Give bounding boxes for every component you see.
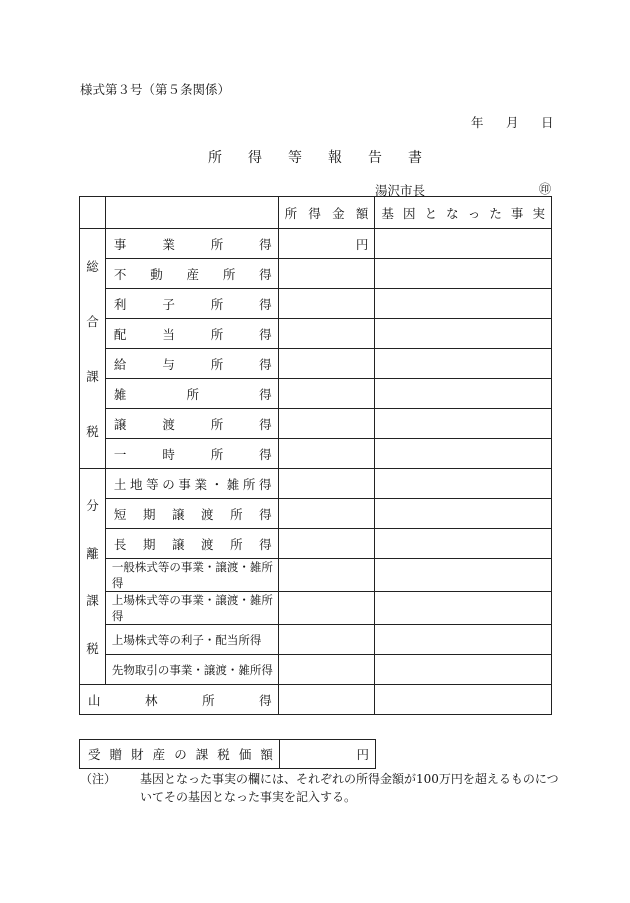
basis-fact-cell[interactable] [375, 469, 552, 499]
note [80, 770, 560, 806]
table-row [80, 349, 552, 379]
header-blank-1 [80, 197, 106, 229]
date-year: 年 [471, 115, 484, 130]
table-row [80, 319, 552, 349]
income-amount-cell[interactable]: 円 [278, 229, 375, 259]
seal-mark: ㊞ [538, 182, 551, 196]
income-type-label: 給 与 所 得 [105, 349, 278, 379]
table-row [80, 625, 552, 655]
basis-fact-cell[interactable] [375, 499, 552, 529]
income-amount-cell[interactable] [278, 559, 375, 592]
income-type-label: 配 当 所 得 [105, 319, 278, 349]
gift-label: 受 贈 財 産 の 課 税 価 額 [80, 740, 280, 769]
basis-fact-cell[interactable] [375, 259, 552, 289]
income-amount-cell[interactable] [278, 289, 375, 319]
header-income-amount: 所 得 金 額 [278, 197, 375, 229]
income-type-label: 譲 渡 所 得 [105, 409, 278, 439]
basis-fact-cell[interactable] [375, 319, 552, 349]
income-table [79, 196, 552, 715]
basis-fact-cell[interactable] [375, 409, 552, 439]
income-type-label: 上場株式等の利子・配当所得 [105, 625, 278, 655]
table-row [80, 289, 552, 319]
income-amount-cell[interactable] [278, 592, 375, 625]
table-row [80, 439, 552, 469]
basis-fact-cell[interactable] [375, 529, 552, 559]
basis-fact-cell[interactable] [375, 379, 552, 409]
table-row [80, 379, 552, 409]
income-type-label: 上場株式等の事業・譲渡・雑所得 [105, 592, 278, 625]
income-amount-cell[interactable] [278, 319, 375, 349]
table-row [80, 259, 552, 289]
income-type-label: 不 動 産 所 得 [105, 259, 278, 289]
table-row [80, 592, 552, 625]
basis-fact-cell[interactable] [375, 625, 552, 655]
addressee-line [375, 181, 551, 197]
income-type-label: 短 期 譲 渡 所 得 [105, 499, 278, 529]
income-type-label: 土 地 等 の 事 業 ・ 雑 所 得 [105, 469, 278, 499]
gift-table [79, 739, 376, 769]
basis-fact-cell[interactable] [375, 592, 552, 625]
income-type-label: 事 業 所 得 [105, 229, 278, 259]
basis-fact-cell[interactable] [375, 439, 552, 469]
forest-income-amount[interactable] [278, 685, 375, 715]
income-type-label: 長 期 譲 渡 所 得 [105, 529, 278, 559]
income-amount-cell[interactable] [278, 409, 375, 439]
note-mark: （注） [80, 772, 117, 786]
basis-fact-cell[interactable] [375, 349, 552, 379]
table-row [80, 499, 552, 529]
basis-fact-cell[interactable] [375, 289, 552, 319]
form-id: 様式第３号（第５条関係） [80, 82, 231, 97]
page-title: 所得等報告書 [208, 150, 448, 166]
income-amount-cell[interactable] [278, 379, 375, 409]
group-label: 総 合 課 税 [80, 229, 106, 469]
forest-income-label: 山 林 所 得 [80, 685, 279, 715]
gift-row [80, 740, 376, 769]
table-row [80, 559, 552, 592]
income-amount-cell[interactable] [278, 349, 375, 379]
table-row [80, 469, 552, 499]
header-row [80, 197, 552, 229]
income-type-label: 利 子 所 得 [105, 289, 278, 319]
header-blank-2 [105, 197, 278, 229]
date-day: 日 [541, 115, 554, 130]
income-amount-cell[interactable] [278, 529, 375, 559]
income-type-label: 一 時 所 得 [105, 439, 278, 469]
header-basis-facts: 基 因 と な っ た 事 実 [375, 197, 552, 229]
basis-fact-cell[interactable] [375, 559, 552, 592]
date-month: 月 [506, 115, 519, 130]
income-amount-cell[interactable] [278, 655, 375, 685]
income-amount-cell[interactable] [278, 499, 375, 529]
income-amount-cell[interactable] [278, 625, 375, 655]
forest-income-row [80, 685, 552, 715]
table-row [80, 409, 552, 439]
forest-basis-fact[interactable] [375, 685, 552, 715]
table-row [80, 655, 552, 685]
table-row [80, 529, 552, 559]
group-label: 分 離 課 税 [80, 469, 106, 685]
note-text: 基因となった事実の欄には、それぞれの所得金額が100万円を超えるものについてその基因となった事実を記入する。 [140, 772, 559, 804]
income-amount-cell[interactable] [278, 259, 375, 289]
addressee-name: 湯沢市長 [375, 183, 426, 198]
income-type-label: 雑 所 得 [105, 379, 278, 409]
income-type-label: 一般株式等の事業・譲渡・雑所得 [105, 559, 278, 592]
income-type-label: 先物取引の事業・譲渡・雑所得 [105, 655, 278, 685]
basis-fact-cell[interactable] [375, 655, 552, 685]
table-row [80, 229, 552, 259]
income-amount-cell[interactable] [278, 439, 375, 469]
income-amount-cell[interactable] [278, 469, 375, 499]
basis-fact-cell[interactable] [375, 229, 552, 259]
gift-amount[interactable]: 円 [280, 740, 376, 769]
